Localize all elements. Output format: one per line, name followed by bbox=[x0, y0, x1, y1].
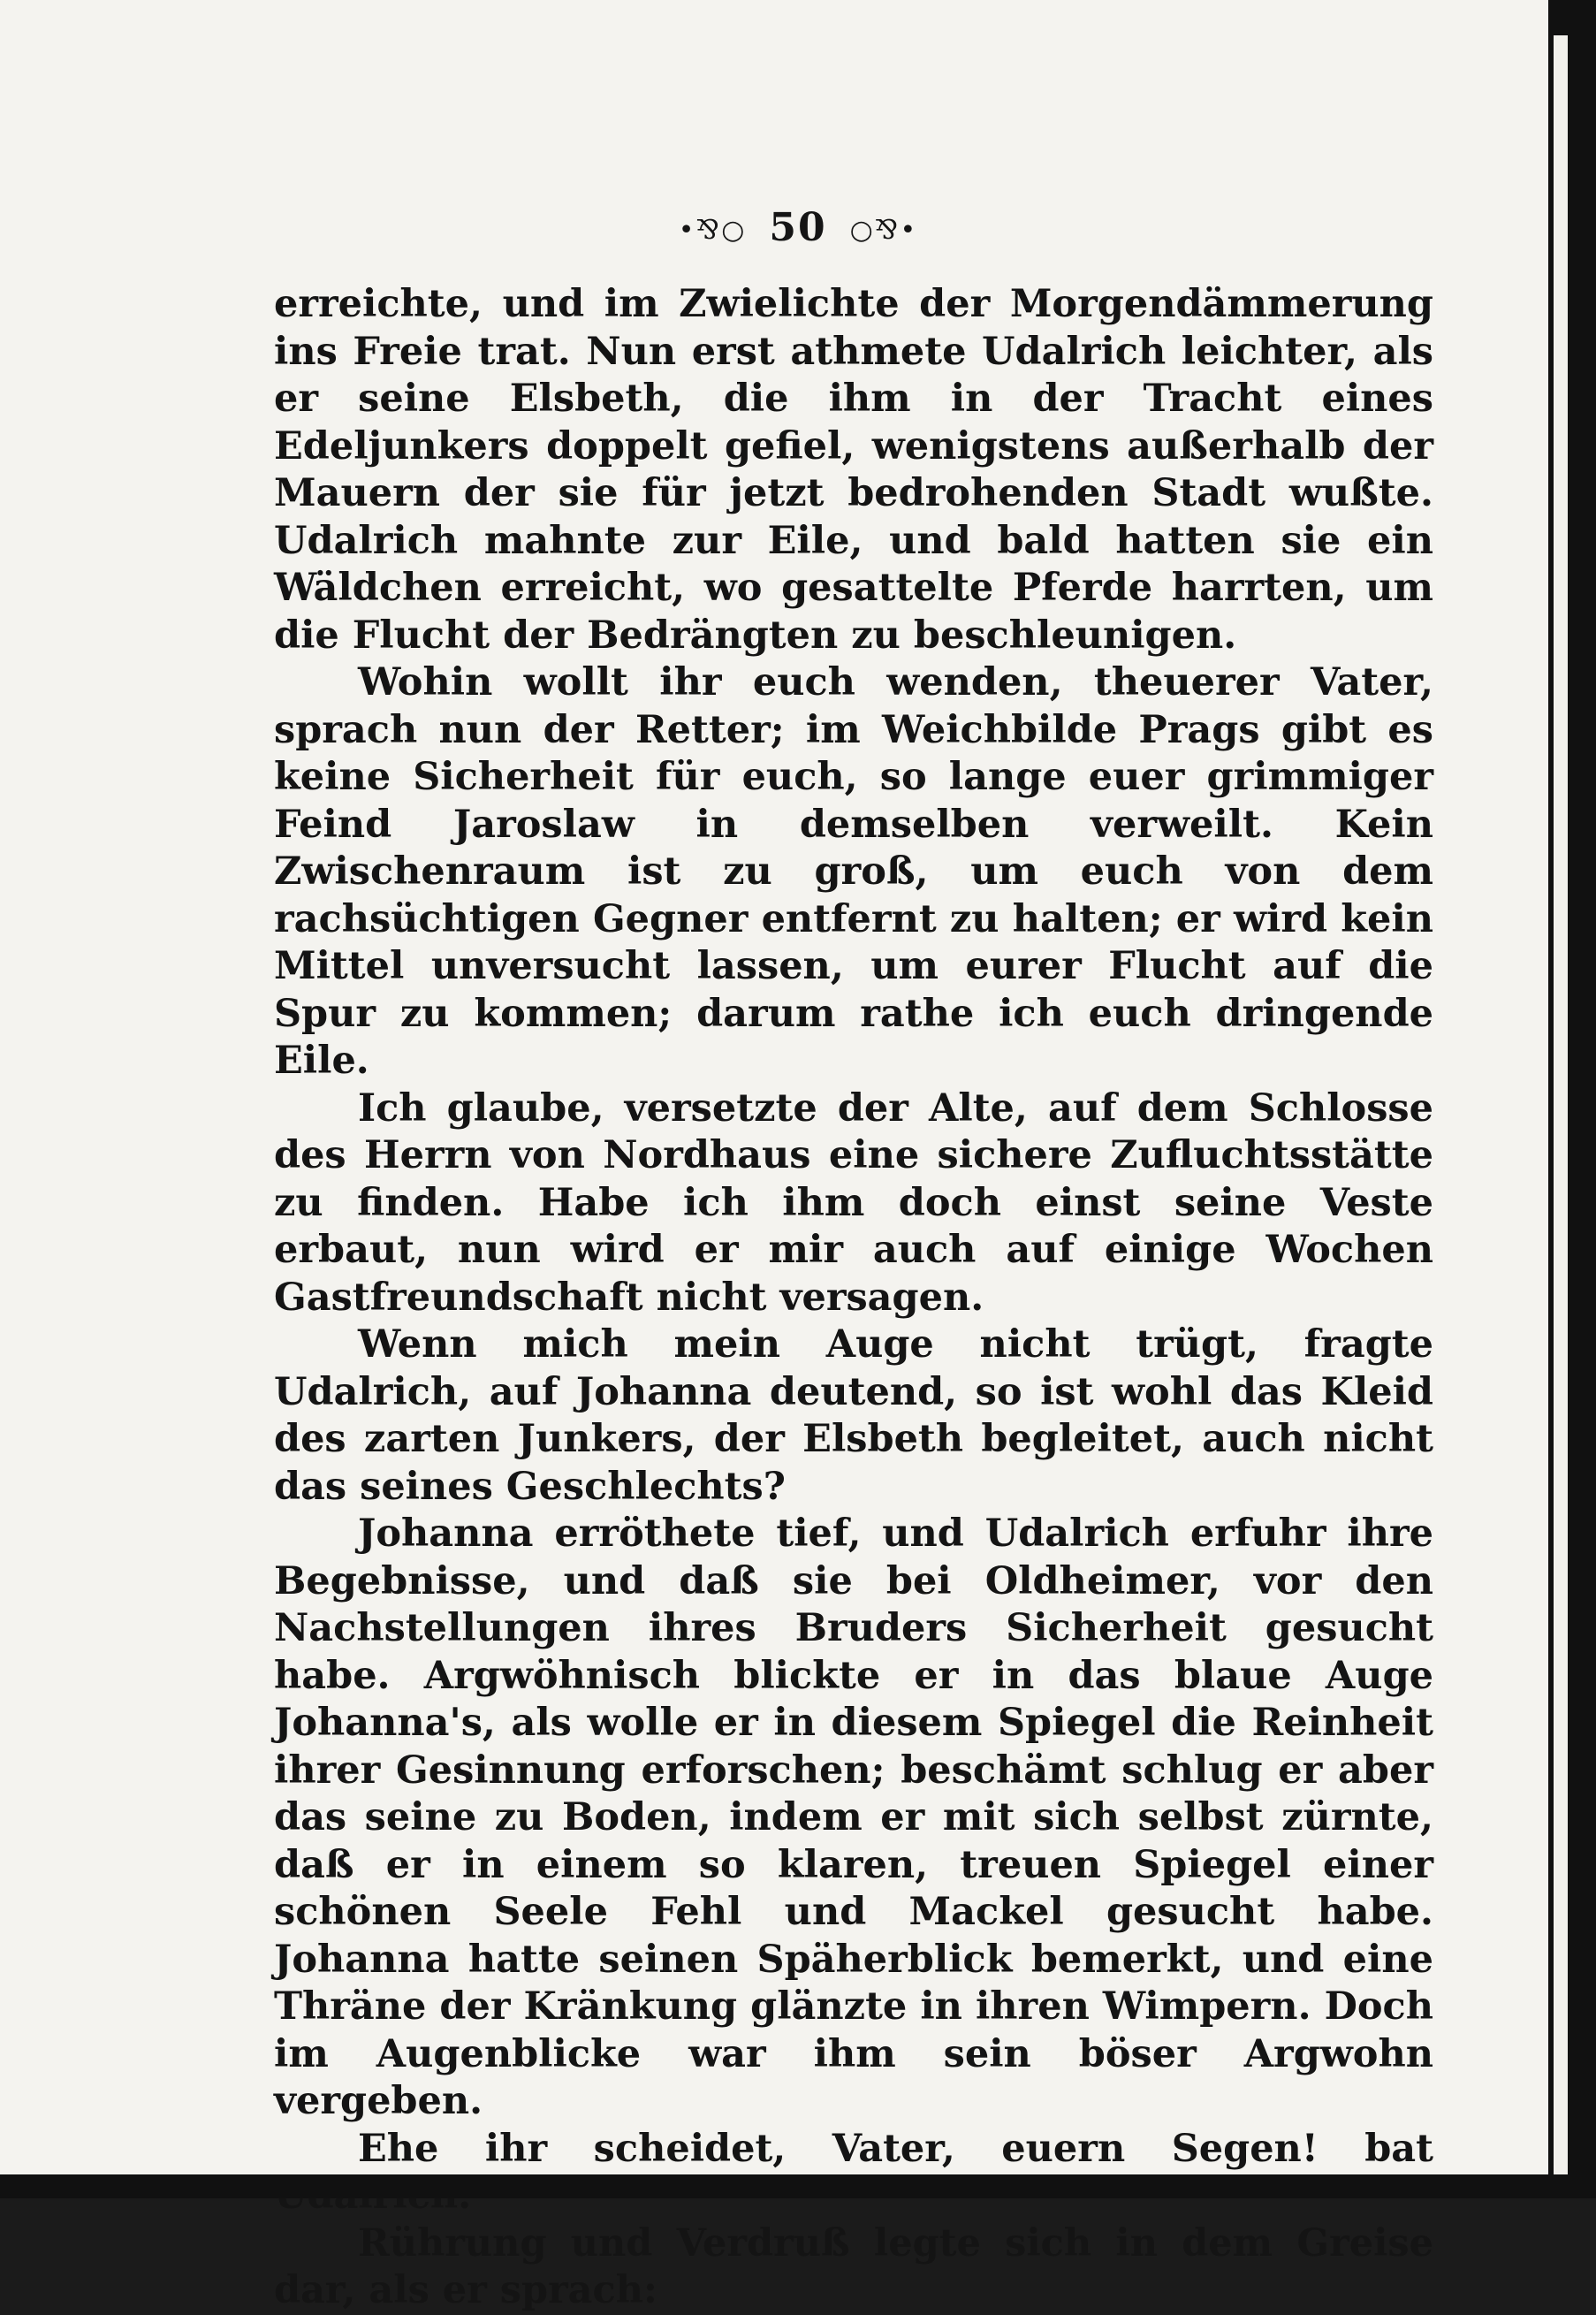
body-text bbox=[274, 281, 1433, 2315]
paragraph: Wenn mich mein Auge nicht trügt, fragte Udalrich, auf Johanna deutend, so ist wohl das Kleid des zarten Junkers, der Elsbeth begleitet, auch nicht das seines Geschlechts? bbox=[274, 1322, 1433, 1509]
paragraph: Ich glaube, versetzte der Alte, auf dem Schlosse des Herrn von Nordhaus eine sichere Zufluchtsstätte zu finden. Habe ich ihm doch einst seine Veste erbaut, nun wird er mir auch auf einige Wochen Gastfreundschaft nicht versagen. bbox=[274, 1085, 1433, 1320]
paragraph: Rührung und Verdruß legte sich in dem Greise dar, als er sprach: bbox=[274, 2220, 1433, 2312]
ornament-right-icon: ○⅋• bbox=[849, 215, 918, 246]
ornament-left-icon: •⅋○ bbox=[678, 215, 747, 246]
scan-right-edge bbox=[1548, 0, 1596, 2198]
paragraph: Johanna erröthete tief, und Udalrich erfuhr ihre Begebnisse, und daß sie bei Oldheimer, vor den Nachstellungen ihres Bruders Sicherheit gesucht habe. Argwöhnisch blickte er in das blaue Auge Johanna's, als wolle er in diesem Spiegel die Reinheit ihrer Gesinnung erforschen; beschämt schlug er aber das seine zu Boden, indem er mit sich selbst zürnte, daß er in einem so klaren, treuen Spiegel einer schönen Seele Fehl und Mackel gesucht habe. Johanna hatte seinen Späherblick bemerkt, und eine Thräne der Kränkung glänzte in ihren Wimpern. Doch im Augenblicke war ihm sein böser Argwohn vergeben. bbox=[274, 1512, 1433, 2123]
scan-bottom-edge bbox=[0, 2174, 1596, 2198]
next-page-edge bbox=[1554, 35, 1568, 2183]
page-number: 50 bbox=[769, 205, 827, 250]
paragraph: Ehe ihr scheidet, Vater, euern Segen! bat bbox=[358, 2126, 1433, 2171]
paragraph: erreichte, und im Zwielichte der Morgendämmerung ins Freie trat. Nun erst athmete Udalrich leichter, als er seine Elsbeth, die ihm in der Tracht eines Edeljunkers doppelt gefiel, wenigstens außerhalb der Mauern der sie für jetzt bedrohenden Stadt wußte. Udalrich mahnte zur Eile, und bald hatten sie ein Wäldchen erreicht, wo gesattelte Pferde harrten, um die Flucht der Bedrängten zu beschleunigen. bbox=[274, 282, 1433, 658]
page-header bbox=[0, 205, 1596, 250]
paragraph: Wohin wollt ihr euch wenden, theuerer Vater, sprach nun der Retter; im Weichbilde Prags gibt es keine Sicherheit für euch, so lange euer grimmiger Feind Jaroslaw in demselben verweilt. Kein Zwischenraum ist zu groß, um euch von dem rachsüchtigen Gegner entfernt zu halten; er wird kein Mittel unversucht lassen, um eurer Flucht auf die Spur zu kommen; darum rathe ich euch dringende Eile. bbox=[274, 660, 1433, 1083]
